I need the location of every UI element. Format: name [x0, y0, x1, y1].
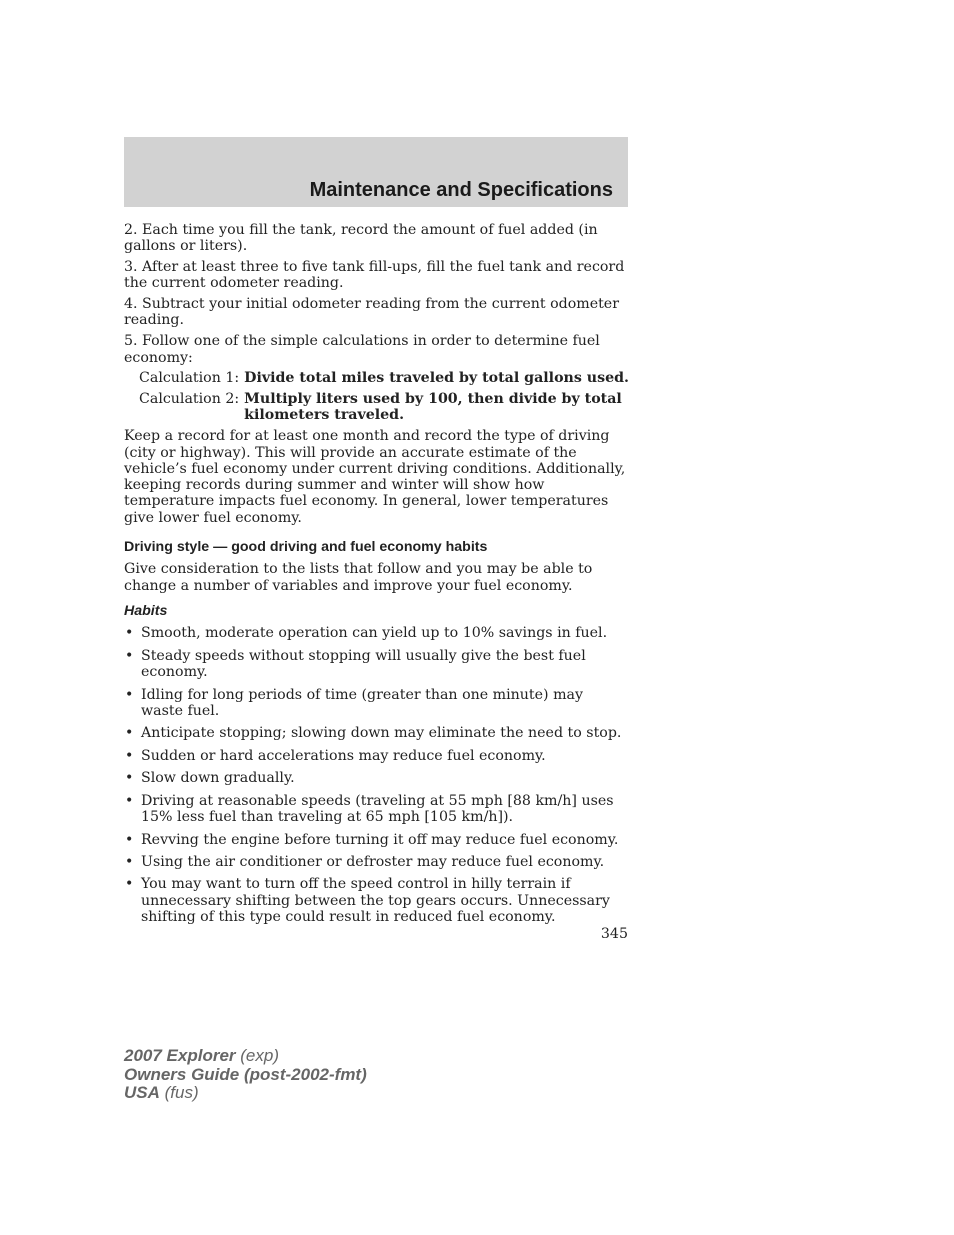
list-item-text: Smooth, moderate operation can yield up to 10% savings in fuel.	[141, 625, 608, 642]
list-item-text: Anticipate stopping; slowing down may eliminate the need to stop.	[141, 725, 622, 742]
bullet-icon: •	[125, 831, 134, 848]
habits-heading: Habits	[124, 602, 168, 619]
page-content	[124, 222, 629, 932]
calculation-text: Multiply liters used by 100, then divide by total kilometers traveled.	[244, 391, 622, 424]
list-item-text: Idling for long periods of time (greater than one minute) may waste fuel.	[141, 686, 584, 719]
bullet-icon: •	[125, 647, 134, 664]
list-item	[124, 793, 629, 826]
list-item-text: Revving the engine before turning it off may reduce fuel economy.	[141, 831, 619, 848]
section-header-band	[124, 137, 628, 207]
calculation-2	[139, 391, 629, 424]
footer-line-3	[124, 1084, 367, 1103]
list-item	[124, 625, 629, 641]
bullet-icon: •	[125, 876, 134, 893]
list-item	[124, 854, 629, 870]
footer-guide: Owners Guide (post-2002-fmt)	[124, 1064, 367, 1084]
record-paragraph: Keep a record for at least one month and record the type of driving (city or highway). This will provide an accurate estimate of the vehicle’s fuel economy under current driving conditions. Additionally, keeping records during summer and winter will show how temperature impacts fuel economy. In general, lower temperatures give lower fuel economy.	[124, 428, 626, 526]
list-item	[124, 725, 629, 741]
list-item	[124, 687, 629, 720]
bullet-icon: •	[125, 686, 134, 703]
list-item-text: Using the air conditioner or defroster may reduce fuel economy.	[141, 854, 605, 870]
list-item-text: Driving at reasonable speeds (traveling at 55 mph [88 km/h] uses 15% less fuel than traveling at 65 mph [105 km/h]).	[141, 792, 614, 826]
section-title: Maintenance and Specifications	[309, 179, 613, 201]
bullet-icon: •	[125, 625, 134, 642]
habits-list	[124, 625, 629, 925]
list-item	[124, 770, 629, 786]
footer-market: USA	[124, 1083, 160, 1102]
footer-market-code: (fus)	[164, 1083, 199, 1102]
driving-style-heading: Driving style — good driving and fuel economy habits	[124, 539, 488, 556]
list-item	[124, 876, 629, 925]
bullet-icon: •	[125, 725, 134, 742]
bullet-icon: •	[125, 854, 134, 870]
bullet-icon: •	[125, 770, 134, 787]
footer-model-code: (exp)	[240, 1046, 279, 1065]
calculation-1	[139, 370, 629, 386]
step-5-paragraph: 5. Follow one of the simple calculations in order to determine fuel economy:	[124, 333, 600, 366]
step-4-paragraph: 4. Subtract your initial odometer reading from the current odometer reading.	[124, 296, 619, 329]
bullet-icon: •	[125, 792, 134, 809]
step-3-paragraph: 3. After at least three to five tank fill-ups, fill the fuel tank and record the current odometer reading.	[124, 259, 625, 292]
calculation-text: Divide total miles traveled by total gallons used.	[244, 370, 629, 387]
list-item-text: Sudden or hard accelerations may reduce fuel economy.	[141, 747, 546, 764]
list-item	[124, 648, 629, 681]
document-footer	[124, 1047, 367, 1103]
list-item	[124, 832, 629, 848]
footer-line-2	[124, 1066, 367, 1085]
list-item-text: Steady speeds without stopping will usually give the best fuel economy.	[141, 647, 586, 681]
list-item	[124, 748, 629, 764]
list-item-text: Slow down gradually.	[141, 770, 295, 787]
list-item-text: You may want to turn off the speed control in hilly terrain if unnecessary shifting between the top gears occurs. Unnecessary shifting of this type could result in reduced fuel economy.	[141, 876, 610, 926]
footer-model: 2007 Explorer	[124, 1046, 236, 1065]
footer-line-1	[124, 1047, 367, 1066]
calculation-label: Calculation 2:	[139, 391, 240, 408]
page-number: 345	[600, 926, 628, 942]
calculation-label: Calculation 1:	[139, 370, 240, 387]
consideration-paragraph: Give consideration to the lists that follow and you may be able to change a number of variables and improve your fuel economy.	[124, 561, 593, 594]
bullet-icon: •	[125, 747, 134, 764]
step-2-paragraph: 2. Each time you fill the tank, record the amount of fuel added (in gallons or liters).	[124, 222, 598, 255]
